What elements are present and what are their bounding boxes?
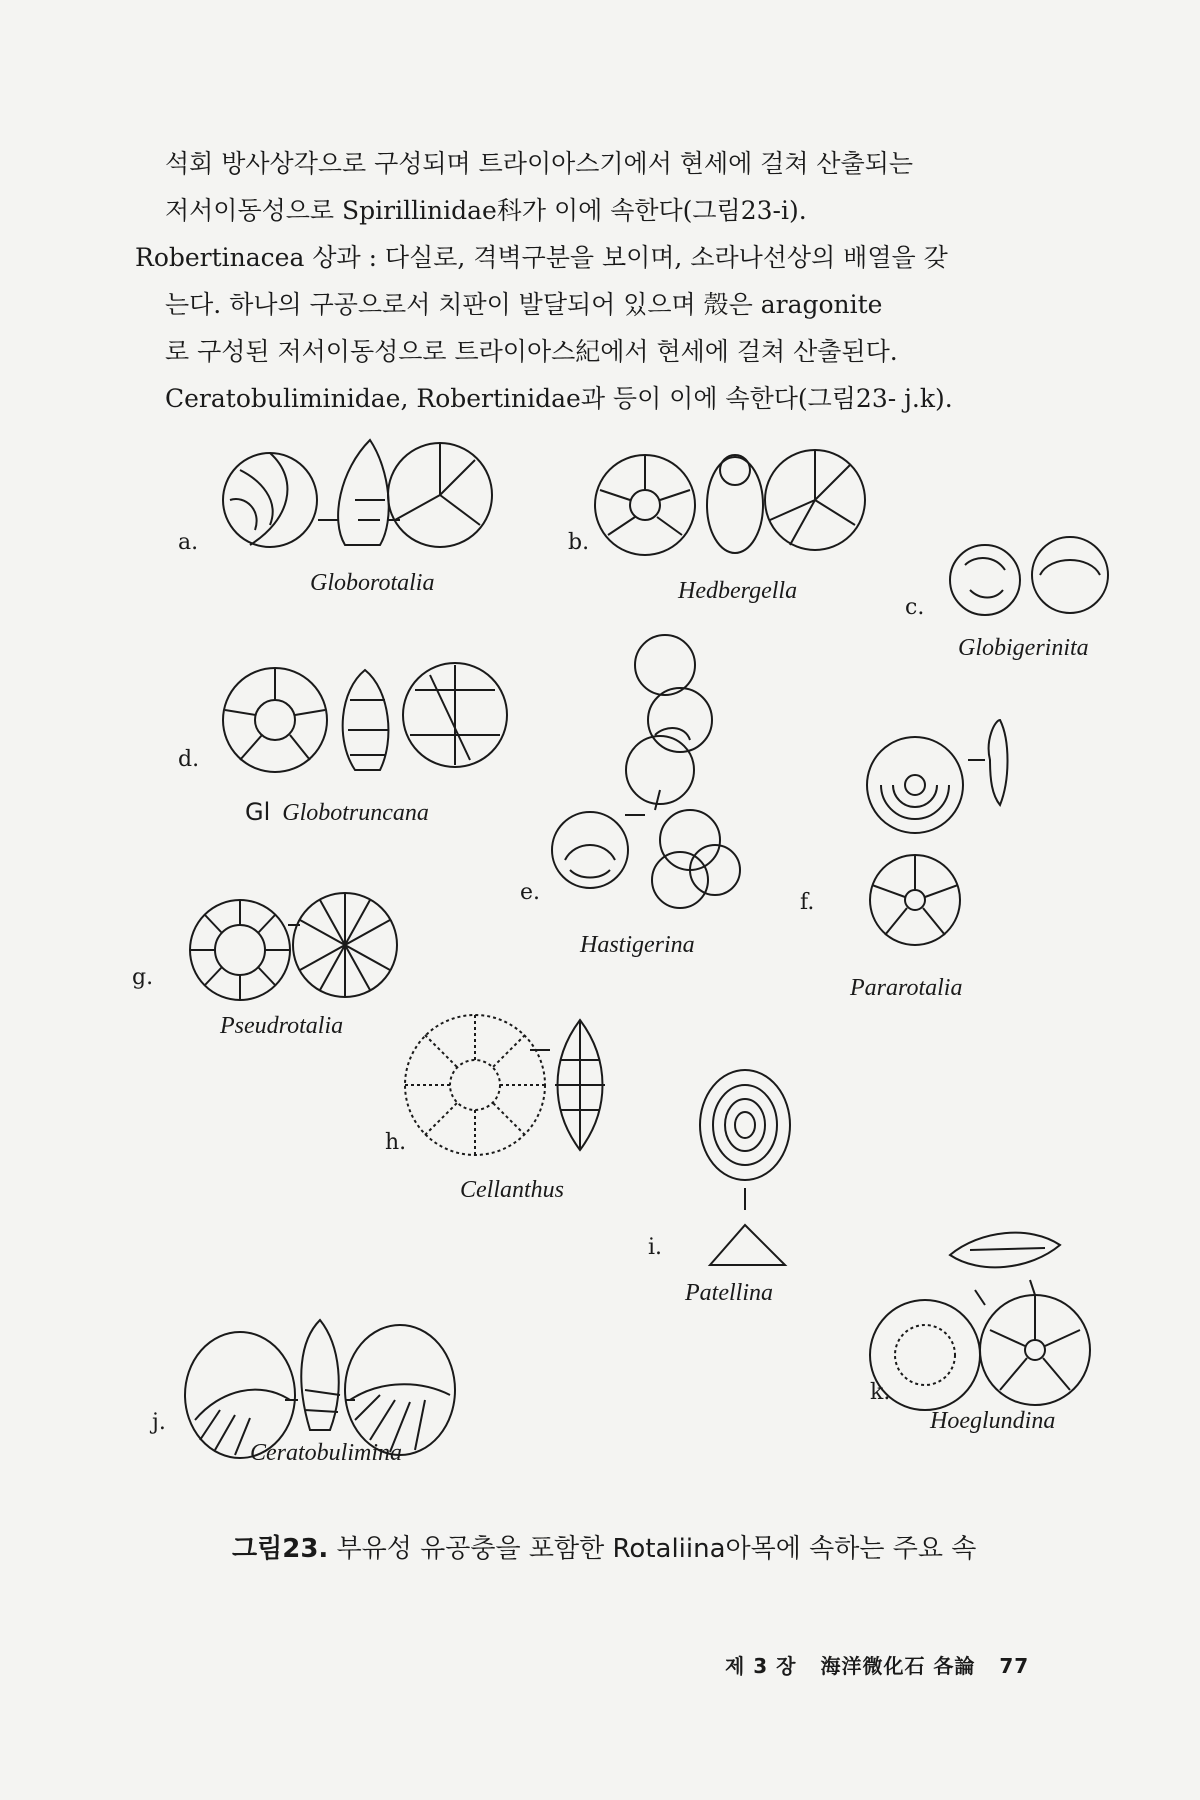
genus-label-globotruncana: Gl Globotruncana	[245, 798, 429, 826]
page-footer	[725, 1650, 1045, 1679]
pseudrotalia-drawing	[190, 893, 397, 1000]
panel-label-g: g.	[132, 965, 154, 990]
text-line: 석회 방사상각으로 구성되며 트라이아스기에서 현세에 걸쳐 산출되는	[165, 149, 914, 178]
genus-label-ceratobulimina: Ceratobulimina	[250, 1440, 403, 1466]
cellanthus-side-drawing	[530, 1020, 605, 1150]
panel-label-k: k.	[870, 1380, 891, 1405]
handwritten-note: Gl	[245, 798, 271, 826]
genus-label-globigerinita: Globigerinita	[958, 635, 1089, 661]
text-line: 로 구성된 저서이동성으로 트라이아스紀에서 현세에 걸쳐 산출된다.	[165, 337, 898, 366]
panel-label-h: h.	[385, 1130, 407, 1155]
cellanthus-drawing	[405, 1015, 545, 1155]
genus-label-pararotalia: Pararotalia	[850, 975, 963, 1001]
footer-section: 海洋微化石 各論	[820, 1654, 976, 1678]
figure-caption-text: 부유성 유공충을 포함한 Rotaliina아목에 속하는 주요 속	[336, 1534, 977, 1564]
hoeglundina-drawing	[870, 1233, 1090, 1410]
genus-label-cellanthus: Cellanthus	[460, 1177, 565, 1203]
genus-label-globorotalia: Globorotalia	[310, 570, 435, 596]
panel-label-f: f.	[800, 890, 815, 915]
hedbergella-drawing	[595, 450, 865, 555]
text-line: Robertinacea 상과 : 다실로, 격벽구분을 보이며, 소라나선상의 배열을 갖	[135, 243, 948, 272]
globotruncana-drawing	[223, 663, 507, 772]
ceratobulimina-drawing	[185, 1320, 455, 1458]
hastigerina-drawing	[552, 635, 740, 908]
genus-label-pseudrotalia: Pseudrotalia	[220, 1013, 344, 1039]
page-number: 77	[999, 1654, 1030, 1678]
figure-number: 그림23.	[232, 1534, 329, 1564]
panel-label-e: e.	[520, 880, 541, 905]
panel-label-b: b.	[568, 530, 590, 555]
genus-label-hastigerina: Hastigerina	[580, 932, 695, 958]
panel-label-a: a.	[178, 530, 199, 555]
panel-label-j: j.	[152, 1410, 166, 1435]
genus-label-hedbergella: Hedbergella	[678, 578, 798, 604]
pararotalia-drawing	[867, 720, 1008, 945]
footer-chapter: 제 3 장	[725, 1654, 797, 1678]
globorotalia-drawing	[223, 440, 492, 547]
panel-label-i: i.	[648, 1235, 663, 1260]
globigerinita-drawing	[950, 537, 1108, 615]
panel-label-d: d.	[178, 747, 200, 772]
text-line: Ceratobuliminidae, Robertinidae과 등이 이에 속한다(그림23- j.k).	[165, 384, 953, 413]
genus-label-patellina: Patellina	[685, 1280, 773, 1306]
patellina-drawing	[700, 1070, 790, 1265]
genus-label-hoeglundina: Hoeglundina	[930, 1408, 1056, 1434]
panel-label-c: c.	[905, 595, 925, 620]
figure-caption	[232, 1528, 976, 1565]
text-line: 는다. 하나의 구공으로서 치판이 발달되어 있으며 殼은 aragonite	[165, 290, 883, 319]
text-line: 저서이동성으로 Spirillinidae科가 이에 속한다(그림23-i).	[165, 196, 807, 225]
